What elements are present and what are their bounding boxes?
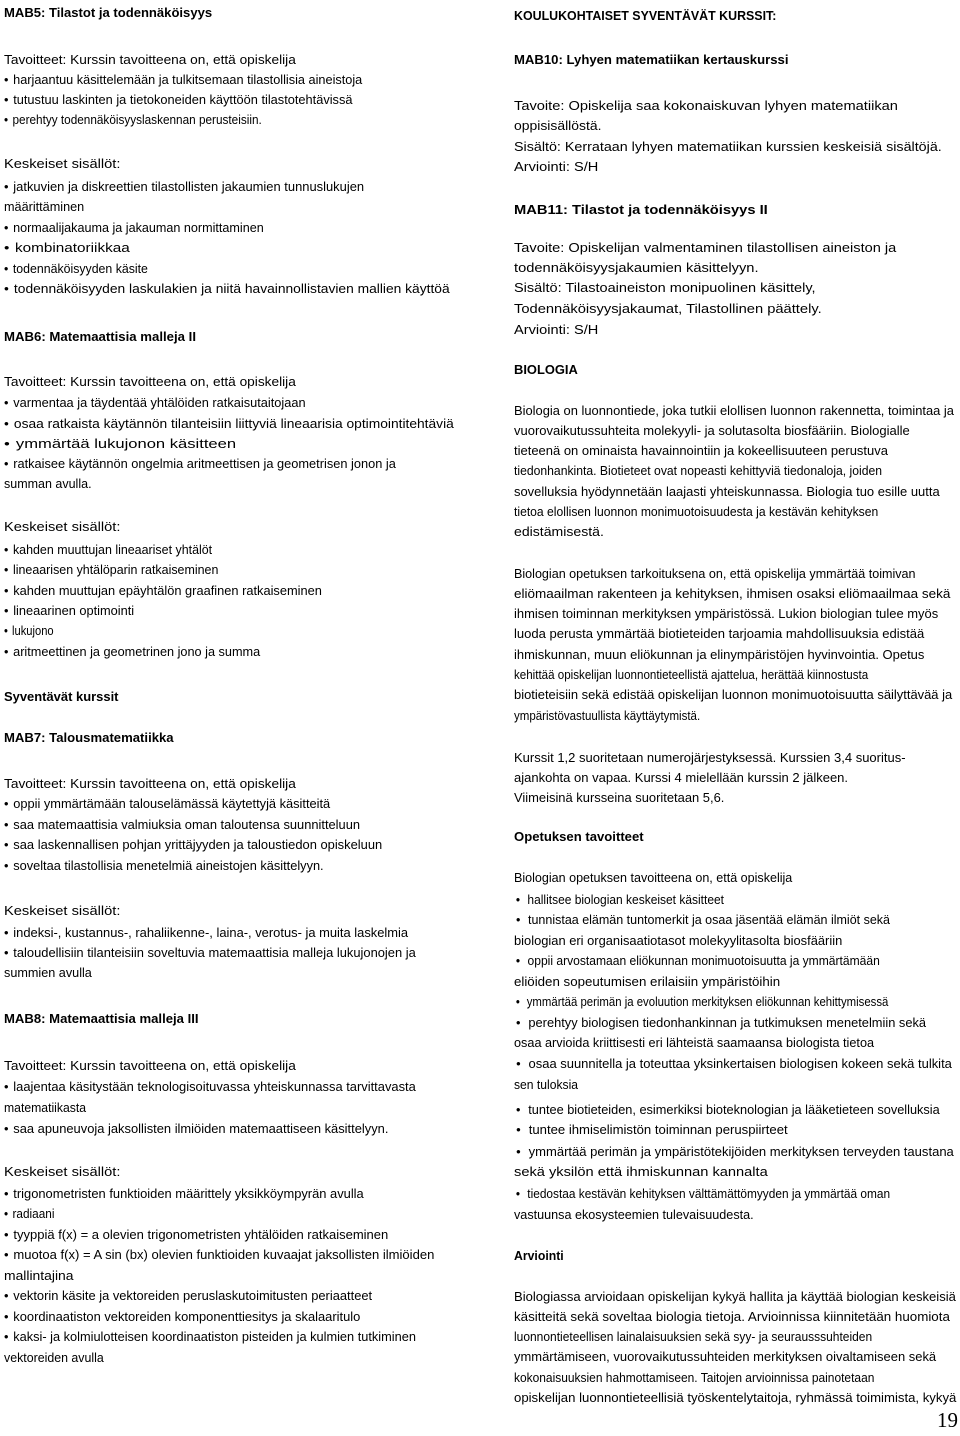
- page-number: 19: [937, 1408, 958, 1432]
- text-line: Biologiassa arvioidaan opiskelijan kykyä hallita ja käyttää biologian keskeisiä: [514, 1290, 956, 1304]
- bullet-item: • koordinaatiston vektoreiden komponenttiesitys ja skalaaritulo: [4, 1309, 360, 1325]
- section-heading: Arviointi: [514, 1249, 564, 1263]
- text-line: käsitteitä sekä soveltaa biologia tietoja. Arvioinnissa kiinnitetään huomiota: [514, 1310, 950, 1324]
- bullet-item: • trigonometristen funktioiden määrittely yksikköympyrän avulla: [4, 1186, 364, 1202]
- bullet-item: • normaalijakauma ja jakauman normittaminen: [4, 220, 264, 236]
- bullet-item: • varmentaa ja täydentää yhtälöiden ratkaisutaitojaan: [4, 395, 306, 411]
- bullet-item: • soveltaa tilastollisia menetelmiä aineistojen käsittelyyn.: [4, 858, 324, 874]
- text-line: tiedonhankinta. Biotieteet ovat nopeasti kehittyviä tiedonaloja, joiden: [514, 464, 883, 478]
- text-line: sovelluksia hyödynnetään laajasti yhteiskunnassa. Biologia tuo esille uutta: [514, 485, 940, 499]
- bullet-item: • tutustuu laskinten ja tietokoneiden käyttöön tilastotehtävissä: [4, 92, 352, 108]
- bullet-item: • perehtyy todennäköisyyslaskennan perusteisiin.: [4, 112, 262, 128]
- bullet-item: • hallitsee biologian keskeiset käsitteet: [514, 892, 724, 908]
- text-line: opiskelijan luonnontieteellisiä työskentelytaitoja, ryhmässä toimimista, kykyä: [514, 1391, 957, 1405]
- bullet-item: • oppii ymmärtämään talouselämässä käytettyjä käsitteitä: [4, 796, 330, 812]
- bullet-item: • jatkuvien ja diskreettien tilastollisten jakaumien tunnuslukujen: [4, 179, 364, 195]
- bullet-item: • ymmärtää perimän ja ympäristötekijöiden merkityksen terveyden taustana: [514, 1144, 954, 1160]
- text-line: ympäristövastuullista käyttäytymistä.: [514, 709, 701, 723]
- text-line: määrittäminen: [4, 200, 85, 214]
- bullet-item: • taloudellisiin tilanteisiin soveltuvia matemaattisia malleja lukujonojen ja: [4, 945, 416, 961]
- bullet-item: • tunnistaa elämän tuntomerkit ja osaa jäsentää elämän ilmiöt sekä: [514, 912, 890, 928]
- text-line: tieteenä on ominaista havainnointiin ja kokeellisuuteen perustuva: [514, 444, 888, 458]
- section-heading: BIOLOGIA: [514, 363, 578, 377]
- text-line: Keskeiset sisällöt:: [4, 520, 121, 534]
- bullet-item: • lukujono: [4, 623, 54, 639]
- text-line: todennäköisyysjakaumien käsittelyyn.: [514, 261, 759, 275]
- bullet-item: • aritmeettinen ja geometrinen jono ja summa: [4, 644, 260, 660]
- bullet-item: • tiedostaa kestävän kehityksen välttämättömyyden ja ymmärtää oman: [514, 1186, 890, 1202]
- text-line: Todennäköisyysjakaumat, Tilastollinen päättely.: [514, 302, 822, 316]
- text-line: ihmiskunnan, muun eliökunnan ja elinympäristöjen hyvinvointia. Opetus: [514, 648, 925, 662]
- bullet-item: • kahden muuttujan epäyhtälön graafinen ratkaiseminen: [4, 583, 322, 599]
- section-heading: KOULUKOHTAISET SYVENTÄVÄT KURSSIT:: [514, 9, 777, 23]
- bullet-item: • laajentaa käsitystään teknologisoituvassa yhteiskunnassa tarvittavasta: [4, 1079, 416, 1095]
- section-heading: MAB5: Tilastot ja todennäköisyys: [4, 6, 213, 20]
- bullet-item: • saa matemaattisia valmiuksia oman taloutensa suunnitteluun: [4, 817, 360, 833]
- text-line: Tavoite: Opiskelija saa kokonaiskuvan lyhyen matematiikan: [514, 99, 898, 113]
- section-heading: MAB10: Lyhyen matematiikan kertauskurssi: [514, 53, 789, 67]
- text-line: vektoreiden avulla: [4, 1351, 104, 1365]
- text-line: sekä yksilön että ihmiskunnan kannalta: [514, 1165, 768, 1179]
- text-line: Biologian opetuksen tavoitteena on, että opiskelija: [514, 871, 793, 885]
- bullet-item: • tyyppiä f(x) = a olevien trigonometristen yhtälöiden ratkaiseminen: [4, 1227, 388, 1243]
- text-line: Tavoite: Opiskelijan valmentaminen tilastollisen aineiston ja: [514, 241, 897, 255]
- bullet-item: • harjaantuu käsittelemään ja tulkitsemaan tilastollisia aineistoja: [4, 72, 362, 88]
- section-heading: MAB8: Matemaattisia malleja III: [4, 1012, 199, 1026]
- text-line: sen tuloksia: [514, 1078, 579, 1092]
- section-heading: Opetuksen tavoitteet: [514, 830, 644, 844]
- bullet-item: • tuntee ihmiselimistön toiminnan peruspiirteet: [514, 1122, 788, 1138]
- text-line: matematiikasta: [4, 1101, 87, 1115]
- text-line: Arviointi: S/H: [514, 160, 599, 174]
- bullet-item: • saa laskennallisen pohjan yrittäjyyden ja taloustiedon opiskeluun: [4, 837, 382, 853]
- text-line: Biologia on luonnontiede, joka tutkii elollisen luonnon rakennetta, toimintaa ja: [514, 404, 954, 418]
- bullet-item: • osaa ratkaista käytännön tilanteisiin liittyviä lineaarisia optimointitehtäviä: [4, 416, 454, 432]
- section-heading: MAB6: Matemaattisia malleja II: [4, 330, 197, 344]
- text-line: ajankohta on vapaa. Kurssi 4 mielellään kurssin 2 jälkeen.: [514, 771, 849, 785]
- text-line: Tavoitteet: Kurssin tavoitteena on, että opiskelija: [4, 777, 296, 791]
- bullet-item: • perehtyy biologisen tiedonhankinnan ja tutkimuksen menetelmiin sekä: [514, 1015, 926, 1031]
- bullet-item: • vektorin käsite ja vektoreiden peruslaskutoimitusten periaatteet: [4, 1288, 372, 1304]
- bullet-item: • ymmärtää lukujonon käsitteen: [4, 436, 236, 452]
- text-line: luoda perusta ymmärtää biotieteiden tarjoamia mahdollisuuksia edistää: [514, 627, 925, 641]
- text-line: luonnontieteellisen lainalaisuuksien sekä syy- ja seurausssuhteiden: [514, 1330, 873, 1344]
- section-heading: MAB11: Tilastot ja todennäköisyys II: [514, 203, 768, 217]
- bullet-item: • oppii arvostamaan eliökunnan monimuotoisuutta ja ymmärtämään: [514, 953, 880, 969]
- bullet-item: • todennäköisyyden käsite: [4, 261, 148, 277]
- section-heading: Syventävät kurssit: [4, 690, 119, 704]
- text-line: Keskeiset sisällöt:: [4, 904, 121, 918]
- text-line: biologian eri organisaatiotasot molekyylitasolta biosfääriin: [514, 934, 843, 948]
- text-line: ymmärtämiseen, vuorovaikutussuhteiden merkityksen oivaltamiseen sekä: [514, 1350, 937, 1364]
- text-line: oppisisällöstä.: [514, 119, 602, 133]
- bullet-item: • radiaani: [4, 1206, 54, 1222]
- text-line: Viimeisinä kursseina suoritetaan 5,6.: [514, 791, 725, 805]
- bullet-item: • tuntee biotieteiden, esimerkiksi bioteknologian ja lääketieteen sovelluksia: [514, 1102, 940, 1118]
- text-line: Tavoitteet: Kurssin tavoitteena on, että opiskelija: [4, 1059, 296, 1073]
- section-heading: MAB7: Talousmatematiikka: [4, 731, 174, 745]
- bullet-item: • saa apuneuvoja jaksollisten ilmiöiden matemaattiseen käsittelyyn.: [4, 1121, 388, 1137]
- text-line: Biologian opetuksen tarkoituksena on, että opiskelija ymmärtää toimivan: [514, 567, 916, 581]
- text-line: Arviointi: S/H: [514, 323, 599, 337]
- text-line: eliöiden sopeutumisen erilaisiin ympäristöihin: [514, 975, 781, 989]
- text-line: vuorovaikutussuhteita molekyyli- ja solutasolta biosfääriin. Biologialle: [514, 424, 910, 438]
- bullet-item: • osaa suunnitella ja toteuttaa yksinkertaisen biologisen kokeen sekä tulkita: [514, 1056, 952, 1072]
- text-line: kokonaisuuksien hahmottamiseen. Taitojen arvioinnissa painotetaan: [514, 1371, 875, 1385]
- text-line: Sisältö: Tilastoaineiston monipuolinen käsittely,: [514, 281, 816, 295]
- bullet-item: • ymmärtää perimän ja evoluution merkityksen eliökunnan kehittymisessä: [514, 994, 888, 1010]
- text-line: biotieteisiin sekä edistää opiskelijan luonnon monimuotoisuutta säilyttävää ja: [514, 688, 953, 702]
- text-line: summan avulla.: [4, 477, 92, 491]
- text-line: Sisältö: Kerrataan lyhyen matematiikan kurssien keskeisiä sisältöjä.: [514, 140, 942, 154]
- bullet-item: • muotoa f(x) = A sin (bx) olevien funktioiden kuvaajat jaksollisten ilmiöiden: [4, 1247, 434, 1263]
- text-line: vastuunsa ekosysteemien tulevaisuudesta.: [514, 1208, 754, 1222]
- text-line: mallintajina: [4, 1269, 74, 1283]
- bullet-item: • lineaarisen yhtälöparin ratkaiseminen: [4, 562, 218, 578]
- text-line: summien avulla: [4, 966, 92, 980]
- bullet-item: • lineaarinen optimointi: [4, 603, 134, 619]
- text-line: ihmisen toiminnan merkityksen ympäristössä. Lukion biologian tulee myös: [514, 607, 939, 621]
- text-line: Tavoitteet: Kurssin tavoitteena on, että opiskelija: [4, 53, 296, 67]
- text-line: osaa arvioida kriittisesti eri lähteistä saamaansa biologista tietoa: [514, 1036, 875, 1050]
- text-line: Tavoitteet: Kurssin tavoitteena on, että opiskelija: [4, 375, 296, 389]
- bullet-item: • ratkaisee käytännön ongelmia aritmeettisen ja geometrisen jonon ja: [4, 456, 396, 472]
- text-line: eliömaailman rakenteen ja kehityksen, ihmisen osaksi eliömaailmaa sekä: [514, 587, 951, 601]
- bullet-item: • kaksi- ja kolmiulotteisen koordinaatiston pisteiden ja kulmien tutkiminen: [4, 1329, 416, 1345]
- bullet-item: • todennäköisyyden laskulakien ja niitä havainnollistavien mallien käyttöä: [4, 281, 450, 297]
- text-line: Keskeiset sisällöt:: [4, 1165, 121, 1179]
- bullet-item: • indeksi-, kustannus-, rahaliikenne-, laina-, verotus- ja muita laskelmia: [4, 925, 408, 941]
- text-line: edistämisestä.: [514, 525, 604, 539]
- bullet-item: • kombinatoriikkaa: [4, 240, 130, 256]
- bullet-item: • kahden muuttujan lineaariset yhtälöt: [4, 542, 212, 558]
- text-line: kehittää opiskelijan luonnontieteellistä ajattelua, herättää kiinnostusta: [514, 668, 869, 682]
- text-line: Kurssit 1,2 suoritetaan numerojärjestyksessä. Kurssien 3,4 suoritus-: [514, 751, 906, 765]
- text-line: Keskeiset sisällöt:: [4, 157, 121, 171]
- text-line: tietoa elollisen luonnon monimuotoisuudesta ja kestävän kehityksen: [514, 505, 879, 519]
